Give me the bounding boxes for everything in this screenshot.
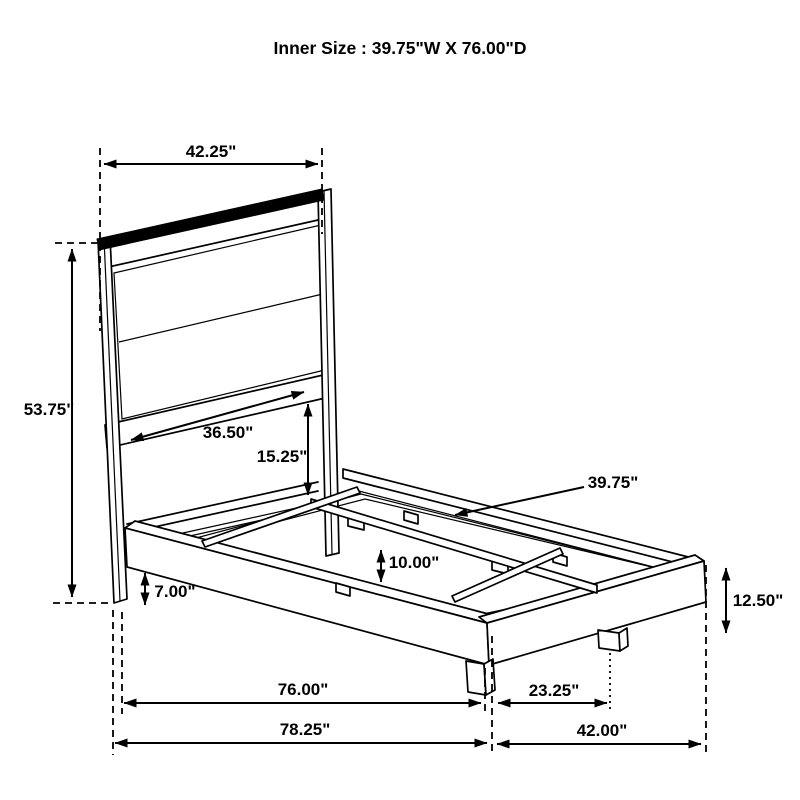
dim-frame-inner-height: 10.00" [388, 553, 440, 572]
dim-rail-to-slat-height: 15.25" [256, 447, 308, 466]
dim-inner-length: 76.00" [277, 680, 329, 699]
footboard-face [487, 561, 706, 665]
foot-middle-leg [598, 628, 628, 651]
dim-overall-length: 78.25" [279, 720, 331, 739]
diagram-title: Inner Size : 39.75"W X 76.00"D [273, 38, 527, 58]
foot-corner-leg [466, 659, 495, 695]
dim-side-rail-leg-height: 7.00" [154, 582, 196, 601]
dim-slat-length: 39.75" [587, 473, 639, 492]
dim-overall-width: 42.00" [576, 721, 628, 740]
dim-footboard-height: 12.50" [732, 591, 784, 610]
dim-foot-leg-spacing: 23.25" [528, 681, 580, 700]
dim-headboard-height: 53.75" [23, 400, 75, 419]
dim-headboard-width: 42.25" [185, 142, 237, 161]
dim-headboard-inner-width: 36.50" [202, 423, 254, 442]
